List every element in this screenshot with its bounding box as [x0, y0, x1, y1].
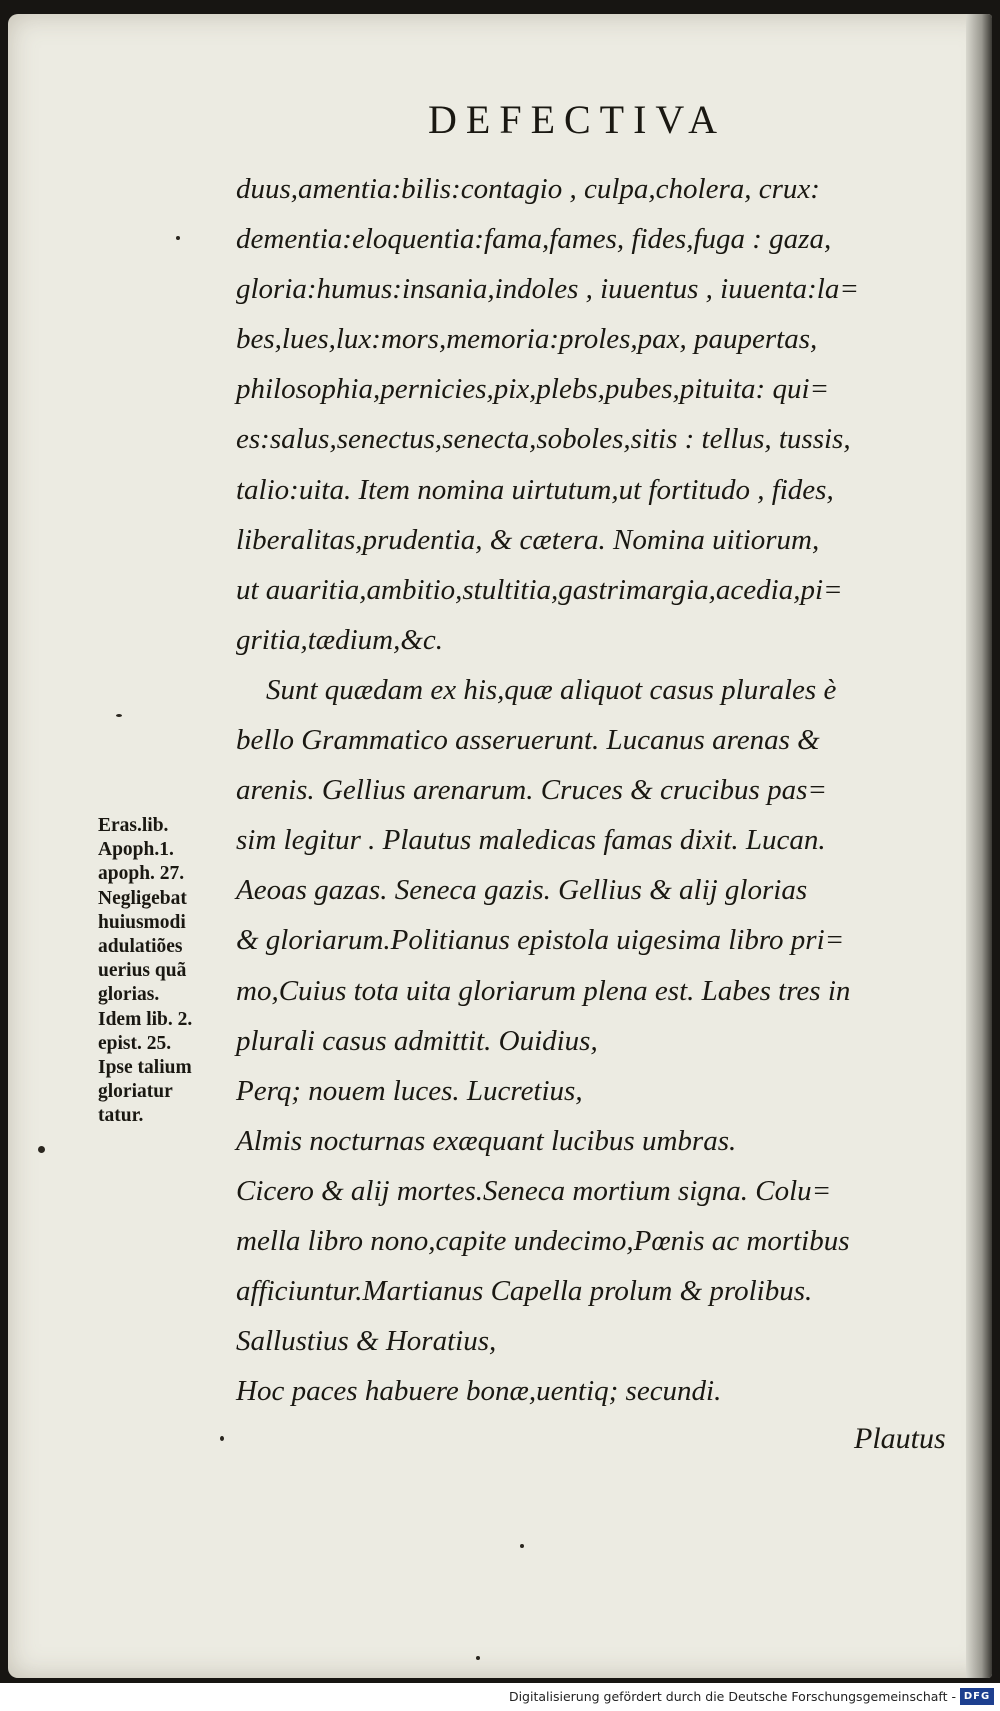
body-line: liberalitas,prudentia, & cætera. Nomina uitiorum,: [236, 523, 820, 556]
page-gutter: [966, 14, 992, 1678]
body-line: plurali casus admittit. Ouidius,: [236, 1024, 598, 1057]
ink-speck: [476, 1656, 480, 1660]
margin-note-line: huiusmodi: [98, 911, 186, 933]
body-line: bes,lues,lux:mors,memoria:proles,pax, paupertas,: [236, 323, 818, 356]
body-line: Hoc paces habuere bonæ,uentiq; secundi.: [236, 1375, 722, 1408]
margin-note-line: gloriatur: [98, 1081, 173, 1103]
body-line: duus,amentia:bilis:contagio , culpa,cholera, crux:: [236, 173, 820, 205]
body-line: bello Grammatico asseruerunt. Lucanus arenas &: [236, 724, 820, 757]
ink-speck: [176, 236, 180, 240]
margin-note-line: epist. 25.: [98, 1032, 172, 1054]
body-line: Aeoas gazas. Seneca gazis. Gellius & alij glorias: [236, 874, 808, 907]
margin-note-line: apoph. 27.: [98, 863, 185, 885]
ink-speck: [520, 1544, 524, 1548]
body-line: dementia:eloquentia:fama,fames, fides,fuga : gaza,: [236, 223, 832, 256]
body-line: Sallustius & Horatius,: [236, 1325, 497, 1358]
margin-note-line: uerius quã: [98, 960, 187, 982]
margin-note-line: adulatiões: [98, 935, 183, 957]
body-line: Cicero & alij mortes.Seneca mortium signa. Colu=: [236, 1174, 832, 1207]
body-line: mo,Cuius tota uita gloriarum plena est. Labes tres in: [236, 974, 851, 1007]
book-page: [8, 14, 992, 1678]
body-line: arenis. Gellius arenarum. Cruces & crucibus pas=: [236, 774, 827, 807]
margin-note-line: Ipse talium: [98, 1056, 192, 1078]
ink-speck: [38, 1146, 45, 1153]
body-line: ut auaritia,ambitio,stultitia,gastrimargia,acedia,pi=: [236, 573, 843, 606]
body-line: Almis nocturnas exæquant lucibus umbras.: [236, 1124, 737, 1157]
body-line: mella libro nono,capite undecimo,Pœnis ac mortibus: [236, 1224, 850, 1257]
margin-note-line: Idem lib. 2.: [98, 1008, 193, 1030]
digitization-footer: [0, 1683, 1000, 1711]
body-line: & gloriarum.Politianus epistola uigesima libro pri=: [236, 924, 845, 957]
running-header: DEFECTIVA: [428, 97, 727, 142]
margin-note-line: Negligebat: [98, 887, 187, 909]
body-line: es:salus,senectus,senecta,soboles,sitis : tellus, tussis,: [236, 423, 851, 456]
margin-note: [98, 814, 238, 1128]
margin-note-line: glorias.: [98, 984, 160, 1006]
ink-speck: [116, 714, 122, 717]
catchword: Plautus: [854, 1422, 946, 1455]
body-line: sim legitur . Plautus maledicas famas dixit. Lucan.: [236, 824, 826, 857]
body-line: talio:uita. Item nomina uirtutum,ut fortitudo , fides,: [236, 473, 834, 506]
margin-note-line: tatur.: [98, 1105, 144, 1127]
body-line: afficiuntur.Martianus Capella prolum & prolibus.: [236, 1275, 813, 1308]
funding-notice: Digitalisierung gefördert durch die Deutsche Forschungsgemeinschaft -: [508, 1689, 956, 1704]
body-text: [236, 164, 956, 1416]
dfg-logo: DFG: [960, 1688, 994, 1705]
margin-note-line: Apoph.1.: [98, 839, 174, 861]
margin-note-line: Eras.lib.: [98, 815, 169, 836]
body-line: gritia,tædium,&c.: [236, 623, 444, 656]
body-line: Perq; nouem luces. Lucretius,: [236, 1074, 583, 1107]
body-line: gloria:humus:insania,indoles , iuuentus , iuuenta:la=: [236, 273, 859, 306]
body-line: Sunt quædam ex his,quæ aliquot casus plurales è: [266, 673, 837, 706]
body-line: philosophia,pernicies,pix,plebs,pubes,pituita: qui=: [236, 373, 830, 406]
ink-speck: [220, 1436, 224, 1441]
